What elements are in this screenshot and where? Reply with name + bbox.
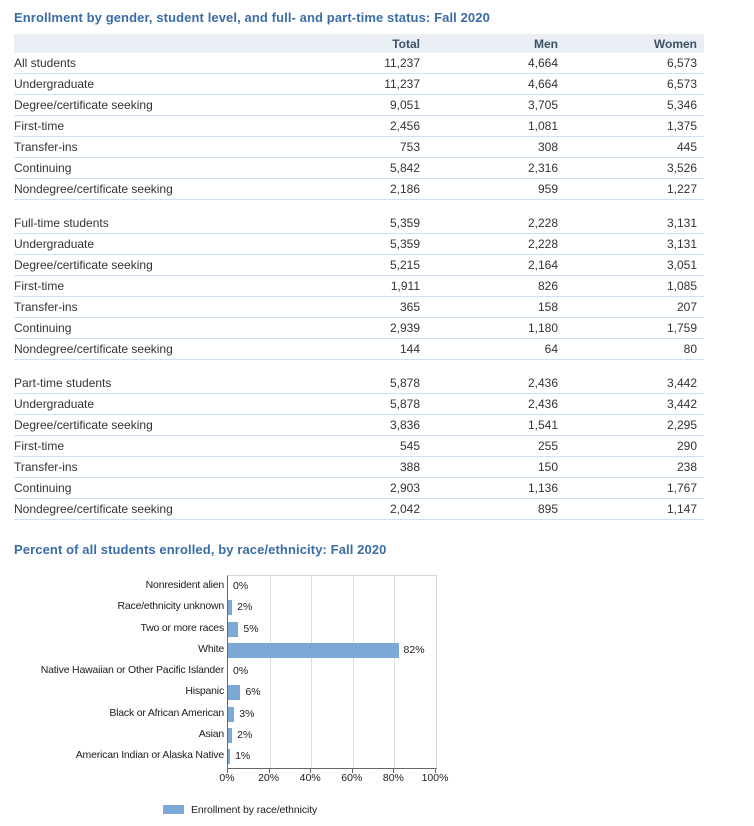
spacer-cell xyxy=(14,200,704,214)
bar-row xyxy=(228,746,436,767)
row-value: 5,215 xyxy=(288,255,427,276)
category-label: American Indian or Alaska Native xyxy=(75,749,224,762)
row-value: 5,878 xyxy=(288,394,427,415)
table-row xyxy=(14,213,704,234)
bar xyxy=(228,685,240,700)
bar-value-label: 0% xyxy=(233,580,249,592)
row-value: 1,136 xyxy=(427,478,565,499)
table-row xyxy=(14,234,704,255)
bar-value-label: 6% xyxy=(245,686,261,699)
table-row xyxy=(14,457,704,478)
bar xyxy=(228,600,232,615)
row-value: 4,664 xyxy=(427,74,565,95)
row-value: 6,573 xyxy=(565,53,704,74)
row-label: All students xyxy=(14,53,288,74)
row-label: First-time xyxy=(14,116,288,137)
row-value: 3,442 xyxy=(565,373,704,394)
row-value: 1,085 xyxy=(565,276,704,297)
row-value: 3,526 xyxy=(565,158,704,179)
row-value: 80 xyxy=(565,339,704,360)
chart-plot-area xyxy=(227,575,437,769)
table-row xyxy=(14,137,704,158)
row-value: 959 xyxy=(427,179,565,200)
column-header-total: Total xyxy=(288,34,427,53)
bar-row xyxy=(228,576,436,597)
row-value: 2,436 xyxy=(427,373,565,394)
row-value: 5,359 xyxy=(288,213,427,234)
bar-value-label: 2% xyxy=(237,729,253,742)
row-value: 11,237 xyxy=(288,53,427,74)
row-value: 753 xyxy=(288,137,427,158)
row-label: Undergraduate xyxy=(14,394,288,415)
row-label: Continuing xyxy=(14,318,288,339)
row-label: Degree/certificate seeking xyxy=(14,95,288,116)
table-row xyxy=(14,318,704,339)
bar-row xyxy=(228,725,436,746)
table-row xyxy=(14,394,704,415)
category-label: Hispanic xyxy=(185,685,224,698)
table-row xyxy=(14,436,704,457)
table-row xyxy=(14,95,704,116)
row-value: 2,316 xyxy=(427,158,565,179)
row-value: 144 xyxy=(288,339,427,360)
table-row xyxy=(14,74,704,95)
row-value: 5,878 xyxy=(288,373,427,394)
row-value: 1,227 xyxy=(565,179,704,200)
table-row xyxy=(14,478,704,499)
row-value: 3,442 xyxy=(565,394,704,415)
table-row xyxy=(14,53,704,74)
row-value: 1,767 xyxy=(565,478,704,499)
row-value: 150 xyxy=(427,457,565,478)
row-value: 1,147 xyxy=(565,499,704,520)
row-label: Transfer-ins xyxy=(14,137,288,158)
table-row xyxy=(14,499,704,520)
bar-value-label: 3% xyxy=(239,707,255,720)
category-label: Black or African American xyxy=(109,706,224,719)
enrollment-table-title: Enrollment by gender, student level, and full- and part-time status: Fall 2020 xyxy=(14,10,490,25)
row-value: 6,573 xyxy=(565,74,704,95)
row-value: 895 xyxy=(427,499,565,520)
category-label: Asian xyxy=(198,728,224,741)
x-tick-label: 20% xyxy=(258,771,280,784)
row-label: First-time xyxy=(14,276,288,297)
row-value: 2,903 xyxy=(288,478,427,499)
row-value: 3,131 xyxy=(565,213,704,234)
row-value: 11,237 xyxy=(288,74,427,95)
bar-value-label: 5% xyxy=(243,622,259,635)
column-header-blank xyxy=(14,34,288,53)
chart-legend xyxy=(163,804,754,816)
race-chart-title: Percent of all students enrolled, by race/ethnicity: Fall 2020 xyxy=(14,542,387,557)
bar-value-label: 2% xyxy=(237,601,253,614)
row-value: 2,228 xyxy=(427,234,565,255)
row-value: 1,911 xyxy=(288,276,427,297)
row-value: 2,436 xyxy=(427,394,565,415)
row-value: 158 xyxy=(427,297,565,318)
table-row xyxy=(14,339,704,360)
enrollment-table xyxy=(14,34,704,520)
row-label: Transfer-ins xyxy=(14,297,288,318)
row-value: 1,180 xyxy=(427,318,565,339)
bar xyxy=(228,622,238,637)
table-row xyxy=(14,373,704,394)
bar-row xyxy=(228,682,436,703)
bar-row xyxy=(228,640,436,661)
table-row xyxy=(14,116,704,137)
row-value: 545 xyxy=(288,436,427,457)
row-value: 2,164 xyxy=(427,255,565,276)
table-row xyxy=(14,415,704,436)
bar xyxy=(228,728,232,743)
bar-row xyxy=(228,619,436,640)
row-label: Nondegree/certificate seeking xyxy=(14,179,288,200)
row-value: 3,705 xyxy=(427,95,565,116)
bar-row xyxy=(228,597,436,618)
row-value: 4,664 xyxy=(427,53,565,74)
x-tick-label: 60% xyxy=(341,771,363,784)
row-label: Undergraduate xyxy=(14,74,288,95)
row-label: Undergraduate xyxy=(14,234,288,255)
row-value: 826 xyxy=(427,276,565,297)
table-header-row xyxy=(14,34,704,53)
row-label: Degree/certificate seeking xyxy=(14,415,288,436)
category-label: White xyxy=(198,642,224,655)
row-value: 388 xyxy=(288,457,427,478)
category-label: Native Hawaiian or Other Pacific Islander xyxy=(40,664,224,677)
row-label: Continuing xyxy=(14,158,288,179)
bar-value-label: 82% xyxy=(403,643,425,656)
bar-row xyxy=(228,704,436,725)
row-value: 1,081 xyxy=(427,116,565,137)
row-label: Degree/certificate seeking xyxy=(14,255,288,276)
x-tick-label: 100% xyxy=(421,771,449,784)
row-label: Nondegree/certificate seeking xyxy=(14,339,288,360)
row-label: Transfer-ins xyxy=(14,457,288,478)
row-value: 2,939 xyxy=(288,318,427,339)
row-value: 2,456 xyxy=(288,116,427,137)
table-row xyxy=(14,158,704,179)
row-value: 5,346 xyxy=(565,95,704,116)
row-value: 2,295 xyxy=(565,415,704,436)
row-value: 1,375 xyxy=(565,116,704,137)
legend-swatch-icon xyxy=(163,805,184,814)
row-value: 2,186 xyxy=(288,179,427,200)
row-label: Full-time students xyxy=(14,213,288,234)
bar-row xyxy=(228,661,436,682)
legend-label: Enrollment by race/ethnicity xyxy=(191,803,318,816)
table-spacer-row xyxy=(14,200,704,214)
column-header-women: Women xyxy=(565,34,704,53)
bar xyxy=(228,749,230,764)
row-label: Continuing xyxy=(14,478,288,499)
row-value: 3,051 xyxy=(565,255,704,276)
row-value: 3,836 xyxy=(288,415,427,436)
table-row xyxy=(14,276,704,297)
row-value: 255 xyxy=(427,436,565,457)
column-header-men: Men xyxy=(427,34,565,53)
row-value: 2,042 xyxy=(288,499,427,520)
row-value: 5,359 xyxy=(288,234,427,255)
row-value: 445 xyxy=(565,137,704,158)
row-value: 238 xyxy=(565,457,704,478)
row-value: 290 xyxy=(565,436,704,457)
row-value: 308 xyxy=(427,137,565,158)
row-label: First-time xyxy=(14,436,288,457)
row-label: Nondegree/certificate seeking xyxy=(14,499,288,520)
table-row xyxy=(14,297,704,318)
bar-value-label: 1% xyxy=(235,750,251,763)
chart-x-axis xyxy=(219,769,449,787)
x-tick-label: 40% xyxy=(299,771,321,784)
table-row xyxy=(14,255,704,276)
x-tick-label: 0% xyxy=(219,771,235,784)
row-value: 1,759 xyxy=(565,318,704,339)
row-label: Part-time students xyxy=(14,373,288,394)
row-value: 64 xyxy=(427,339,565,360)
category-label: Two or more races xyxy=(140,621,224,634)
spacer-cell xyxy=(14,360,704,374)
bar xyxy=(228,707,234,722)
row-value: 5,842 xyxy=(288,158,427,179)
row-value: 1,541 xyxy=(427,415,565,436)
table-row xyxy=(14,179,704,200)
bar-value-label: 0% xyxy=(233,665,249,678)
bar xyxy=(228,643,399,658)
row-value: 3,131 xyxy=(565,234,704,255)
race-ethnicity-bar-chart xyxy=(37,575,754,816)
row-value: 2,228 xyxy=(427,213,565,234)
row-value: 9,051 xyxy=(288,95,427,116)
chart-category-labels xyxy=(37,575,227,769)
row-value: 365 xyxy=(288,297,427,318)
row-value: 207 xyxy=(565,297,704,318)
category-label: Nonresident alien xyxy=(145,579,224,591)
x-tick-label: 80% xyxy=(382,771,404,784)
category-label: Race/ethnicity unknown xyxy=(117,600,224,613)
table-spacer-row xyxy=(14,360,704,374)
